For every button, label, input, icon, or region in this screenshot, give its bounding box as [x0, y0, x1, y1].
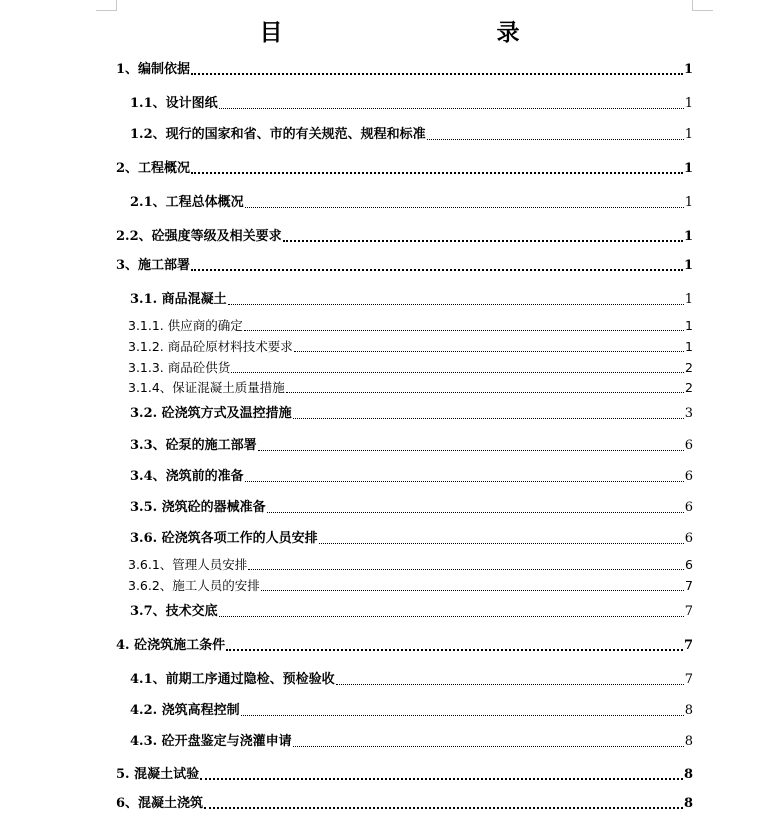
toc-entry-page: 8: [683, 767, 693, 782]
dot-leader: [241, 715, 684, 716]
dot-leader: [248, 569, 684, 570]
toc-entry-page: 1: [684, 195, 693, 210]
toc-entry-3-5[interactable]: [130, 499, 693, 517]
dot-leader: [245, 207, 684, 208]
toc-entry-label: 3、施工部署: [116, 258, 191, 273]
dot-leader: [261, 590, 684, 591]
dot-leader: [267, 512, 684, 513]
dot-leader: [191, 172, 683, 174]
dot-leader: [258, 450, 684, 451]
toc-entry-label: 3.1.4、保证混凝土质量措施: [128, 380, 285, 395]
toc-entry-label: 3.6.1、管理人员安排: [128, 557, 248, 572]
dot-leader: [245, 481, 684, 482]
toc-entry-label: 3.2. 砼浇筑方式及温控措施: [130, 406, 292, 421]
toc-entry-label: 3.1.2. 商品砼原材料技术要求: [128, 339, 293, 354]
toc-entry-3-1-1[interactable]: [128, 317, 693, 335]
toc-entry-label: 1.2、现行的国家和省、市的有关规范、规程和标准: [130, 127, 426, 142]
toc-entry-3-3[interactable]: [130, 437, 693, 455]
toc-entry-2-2[interactable]: [116, 228, 693, 246]
toc-entry-page: 3: [684, 406, 693, 421]
dot-leader: [231, 372, 684, 373]
toc-entry-3-1-2[interactable]: [128, 338, 693, 356]
toc-entry-label: 6、混凝土浇筑: [116, 796, 204, 811]
toc-entry-page: 1: [683, 258, 693, 273]
toc-entry-label: 4.2. 浇筑高程控制: [130, 703, 240, 718]
dot-leader: [219, 616, 684, 617]
toc-entry-6[interactable]: [116, 795, 693, 813]
toc-entry-page: 2: [685, 360, 693, 375]
dot-leader: [204, 807, 683, 809]
toc-entry-1-1[interactable]: [130, 95, 693, 113]
toc-entry-page: 1: [684, 292, 693, 307]
toc-entry-4[interactable]: [116, 637, 693, 655]
dot-leader: [191, 73, 683, 75]
toc-entry-page: 1: [685, 318, 693, 333]
toc-entry-4-2[interactable]: [130, 702, 693, 720]
toc-entry-label: 2.2、砼强度等级及相关要求: [116, 229, 282, 244]
toc-entry-3-7[interactable]: [130, 603, 693, 621]
toc-entry-page: 1: [684, 96, 693, 111]
dot-leader: [200, 778, 683, 780]
toc-entry-page: 6: [685, 557, 693, 572]
dot-leader: [244, 330, 684, 331]
toc-entry-label: 3.7、技术交底: [130, 604, 218, 619]
toc-entry-page: 7: [684, 672, 693, 687]
toc-entry-label: 4.1、前期工序通过隐检、预检验收: [130, 672, 335, 687]
toc-entry-label: 4.3. 砼开盘鉴定与浇灌申请: [130, 734, 292, 749]
toc-entry-page: 1: [683, 161, 693, 176]
toc-entry-1[interactable]: [116, 61, 693, 79]
dot-leader: [226, 649, 683, 651]
dot-leader: [319, 543, 684, 544]
toc-entry-page: 6: [684, 531, 693, 546]
toc-entry-page: 7: [683, 638, 693, 653]
toc-entry-page: 8: [684, 734, 693, 749]
toc-entry-page: 6: [684, 500, 693, 515]
toc-title: 目 录: [259, 19, 576, 46]
toc-entry-2-1[interactable]: [130, 194, 693, 212]
toc-entry-label: 4. 砼浇筑施工条件: [116, 638, 226, 653]
toc-entry-label: 3.3、砼泵的施工部署: [130, 438, 257, 453]
toc-entry-3-2[interactable]: [130, 405, 693, 423]
dot-leader: [293, 418, 684, 419]
toc-entry-4-1[interactable]: [130, 671, 693, 689]
dot-leader: [336, 684, 684, 685]
toc-entry-page: 6: [684, 469, 693, 484]
toc-entry-page: 1: [685, 339, 693, 354]
toc-entry-label: 3.5. 浇筑砼的器械准备: [130, 500, 266, 515]
toc-entry-page: 7: [685, 578, 693, 593]
toc-entry-label: 5. 混凝土试验: [116, 767, 200, 782]
toc-entry-label: 3.4、浇筑前的准备: [130, 469, 244, 484]
toc-entry-1-2[interactable]: [130, 126, 693, 144]
toc-entry-page: 1: [683, 62, 693, 77]
toc-entry-page: 1: [683, 229, 693, 244]
dot-leader: [228, 304, 684, 305]
toc-entry-label: 3.6.2、施工人员的安排: [128, 578, 260, 593]
dot-leader: [219, 108, 684, 109]
toc-entry-page: 7: [684, 604, 693, 619]
toc-entry-3[interactable]: [116, 257, 693, 275]
toc-entry-5[interactable]: [116, 766, 693, 784]
toc-entry-page: 6: [684, 438, 693, 453]
toc-entry-page: 8: [684, 703, 693, 718]
toc-entry-3-1[interactable]: [130, 291, 693, 309]
toc-entry-4-3[interactable]: [130, 733, 693, 751]
toc-entry-page: 1: [684, 127, 693, 142]
toc-entry-label: 3.1.3. 商品砼供货: [128, 360, 231, 375]
toc-entry-label: 2.1、工程总体概况: [130, 195, 244, 210]
toc-entry-3-6-1[interactable]: [128, 556, 693, 574]
toc-entry-2[interactable]: [116, 160, 693, 178]
toc-entry-label: 3.1.1. 供应商的确定: [128, 318, 243, 333]
toc-entry-3-1-3[interactable]: [128, 359, 693, 377]
toc-entry-page: 8: [683, 796, 693, 811]
toc-entry-label: 3.6. 砼浇筑各项工作的人员安排: [130, 531, 318, 546]
dot-leader: [427, 139, 684, 140]
toc-entry-label: 3.1. 商品混凝土: [130, 292, 227, 307]
toc-entry-page: 2: [685, 380, 693, 395]
toc-entry-label: 1、编制依据: [116, 62, 191, 77]
toc-entry-3-6-2[interactable]: [128, 577, 693, 595]
dot-leader: [283, 240, 683, 242]
dot-leader: [191, 269, 683, 271]
toc-entry-label: 2、工程概况: [116, 161, 191, 176]
toc-entry-label: 1.1、设计图纸: [130, 96, 218, 111]
dot-leader: [286, 392, 684, 393]
dot-leader: [293, 746, 684, 747]
dot-leader: [294, 351, 684, 352]
toc-entry-3-4[interactable]: [130, 468, 693, 486]
toc-entry-3-1-4[interactable]: [128, 379, 693, 397]
toc-entry-3-6[interactable]: [130, 530, 693, 548]
